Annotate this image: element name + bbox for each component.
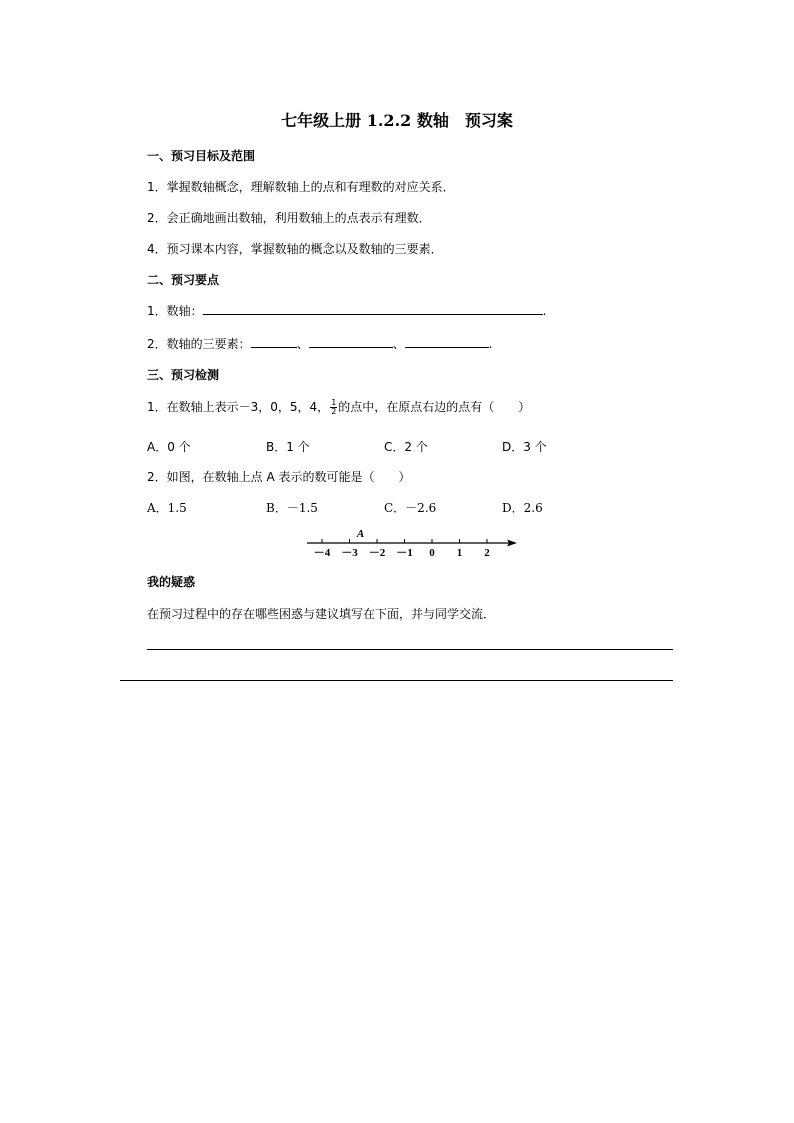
- question-1-text: 1．在数轴上表示－3，0，5，4，: [147, 400, 330, 414]
- answer-blank-axis-definition[interactable]: [203, 302, 543, 315]
- key-point-1-label: 1．数轴：: [147, 304, 203, 318]
- answer-blank-element-1[interactable]: [251, 335, 297, 348]
- key-point-1-period: .: [542, 304, 547, 318]
- number-line-tick-label: 0: [429, 547, 435, 558]
- number-line-figure: [305, 524, 525, 558]
- key-point-2-label: 2．数轴的三要素：: [147, 337, 251, 351]
- q2-option-b[interactable]: B．－1.5: [266, 501, 318, 515]
- q1-option-b[interactable]: B．1 个: [266, 440, 310, 454]
- number-line-tick-label: －2: [368, 547, 386, 558]
- separator-2: 、: [392, 337, 405, 351]
- goal-item-2: 2．会正确地画出数轴，利用数轴上的点表示有理数．: [147, 211, 431, 225]
- q2-option-c[interactable]: C．－2.6: [384, 501, 437, 515]
- fraction-one-half: [330, 399, 337, 416]
- goal-item-3: 4．预习课本内容，掌握数轴的概念以及数轴的三要素．: [147, 242, 443, 256]
- number-line-tick-label: －4: [313, 547, 331, 558]
- goal-item-1: 1．掌握数轴概念，理解数轴上的点和有理数的对应关系．: [147, 180, 455, 194]
- fraction-numerator: 1: [331, 398, 337, 407]
- answer-blank-element-3[interactable]: [405, 335, 489, 348]
- section-heading-key-points: 二、预习要点: [147, 273, 220, 287]
- page-title: 七年级上册 1.2.2 数轴 预习案: [281, 111, 513, 130]
- question-2: 2．如图，在数轴上点 A 表示的数可能是（ ）: [147, 470, 411, 484]
- key-point-1: [147, 302, 546, 319]
- q2-option-d[interactable]: D．2.6: [502, 501, 543, 515]
- key-point-2: [147, 335, 493, 352]
- q1-option-a[interactable]: A．0 个: [147, 440, 191, 454]
- writing-line-2[interactable]: [120, 680, 673, 681]
- writing-line-1[interactable]: [147, 649, 673, 650]
- doubts-instruction: 在预习过程中的存在哪些困惑与建议填写在下面，并与同学交流．: [147, 607, 496, 621]
- q2-option-a[interactable]: A．1.5: [147, 501, 187, 515]
- section-heading-goals: 一、预习目标及范围: [147, 149, 256, 163]
- point-a-label: A: [356, 528, 365, 540]
- answer-blank-element-2[interactable]: [309, 335, 393, 348]
- section-heading-check: 三、预习检测: [147, 368, 220, 382]
- number-line-tick-label: 2: [484, 547, 490, 558]
- question-1: [147, 398, 530, 416]
- q1-option-c[interactable]: C．2 个: [384, 440, 428, 454]
- q1-option-d[interactable]: D．3 个: [502, 440, 547, 454]
- number-line-tick-label: 1: [456, 547, 463, 558]
- number-line-tick-label: －3: [341, 547, 358, 558]
- key-point-2-period: .: [488, 337, 493, 351]
- section-heading-doubts: 我的疑惑: [147, 575, 196, 589]
- separator-1: 、: [296, 337, 309, 351]
- question-1-text-after: 的点中，在原点右边的点有（ ）: [338, 400, 531, 414]
- fraction-denominator: 2: [331, 407, 337, 416]
- number-line-tick-label: －1: [396, 547, 413, 558]
